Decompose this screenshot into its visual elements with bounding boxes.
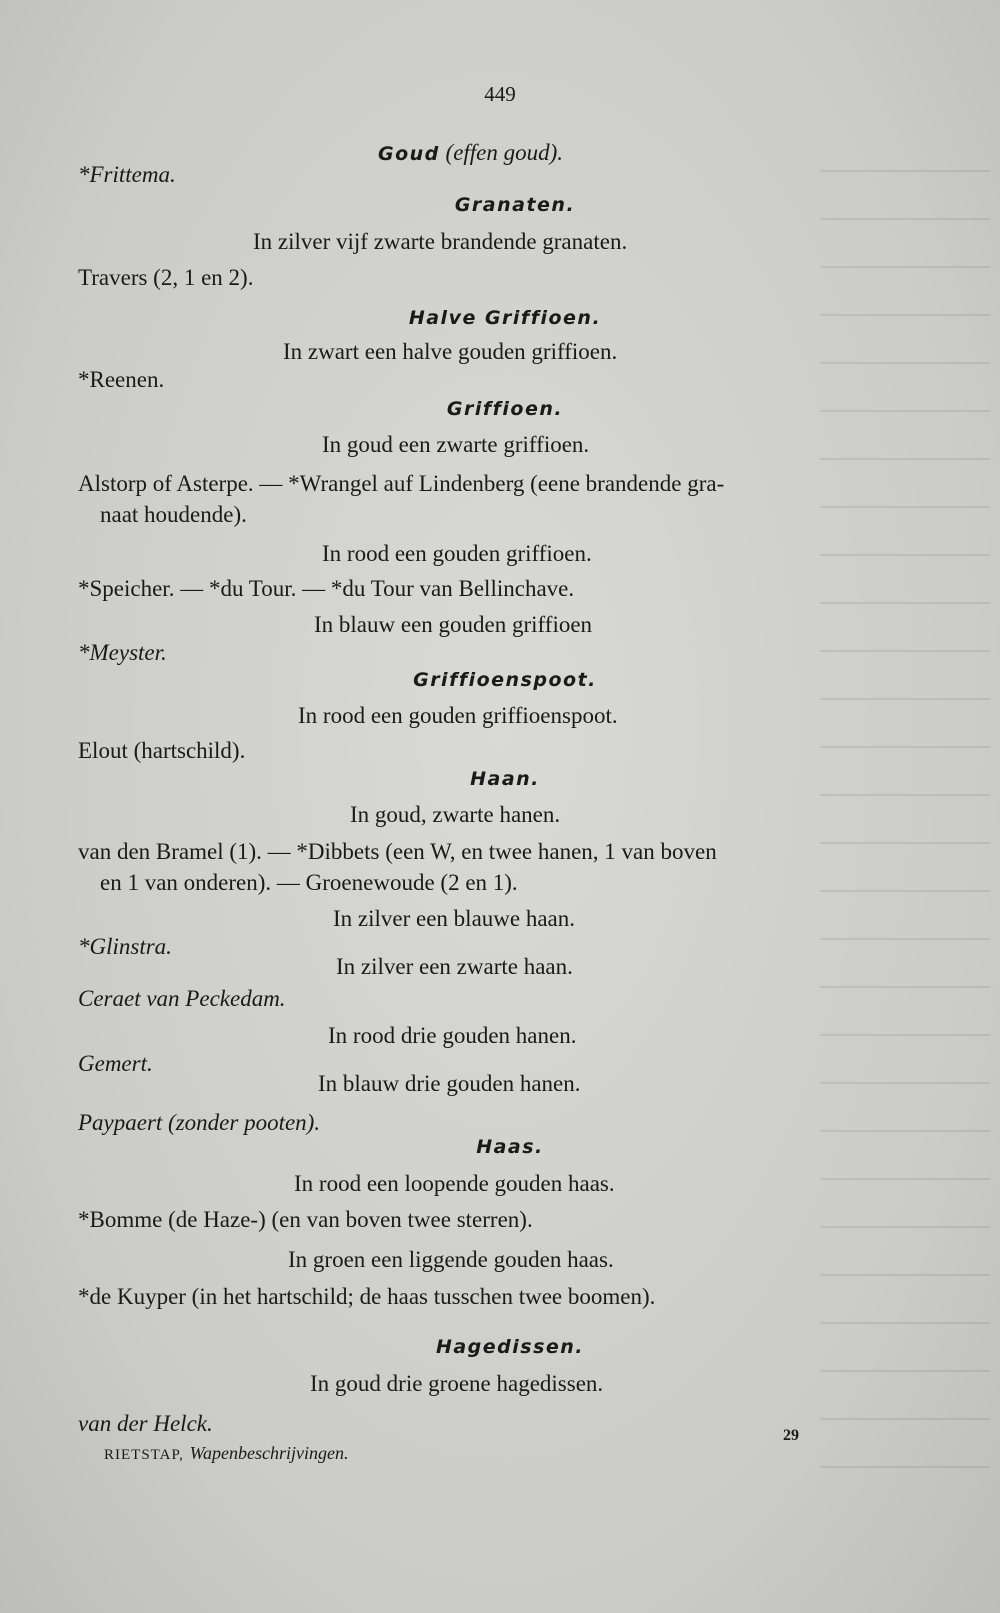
family-elout: Elout (hartschild). <box>78 738 246 763</box>
heading-granaten: Granaten. <box>454 194 576 216</box>
blazon-hagedissen: In goud drie groene hagedissen. <box>310 1371 604 1396</box>
blazon-haas-groen: In groen een liggende gouden haas. <box>288 1247 614 1272</box>
family-speicher: *Speicher. — *du Tour. — *du Tour van Bellinchave. <box>78 576 575 601</box>
family-travers: Travers (2, 1 en 2). <box>78 265 254 290</box>
footer-imprint <box>104 1440 348 1463</box>
family-alstorp-line2: naat houdende). <box>100 502 247 527</box>
heading-goud-label: Goud <box>378 143 440 165</box>
heading-haas: Haas. <box>476 1136 544 1158</box>
blazon-haan-zilver-zwart: In zilver een zwarte haan. <box>336 954 573 979</box>
heading-goud <box>378 141 563 164</box>
family-bramel-line2: en 1 van onderen). — Groenewoude (2 en 1). <box>100 870 518 895</box>
footer-author: RIETSTAP, <box>104 1447 184 1463</box>
family-meyster: *Meyster. <box>78 640 167 665</box>
family-frittema <box>78 163 176 186</box>
family-kuyper: *de Kuyper (in het hartschild; de haas tusschen twee boomen). <box>78 1284 656 1309</box>
family-glinstra: *Glinstra. <box>78 934 172 959</box>
blazon-griffioen-rood: In rood een gouden griffioen. <box>322 541 592 566</box>
signature-mark: 29 <box>783 1427 799 1444</box>
blazon-haas-rood: In rood een loopende gouden haas. <box>294 1171 615 1196</box>
blazon-haan-rood: In rood drie gouden hanen. <box>328 1023 577 1048</box>
family-paypaert <box>78 1111 320 1134</box>
family-paypaert-text: Paypaert (zonder pooten). <box>78 1110 321 1135</box>
blazon-granaten: In zilver vijf zwarte brandende granaten. <box>253 229 628 254</box>
show-through-bleed <box>820 170 990 1470</box>
heading-halve-griffioen: Halve Griffioen. <box>408 307 602 329</box>
blazon-halve-griffioen: In zwart een halve gouden griffioen. <box>283 339 618 364</box>
blazon-goud-effen: (effen goud). <box>445 140 564 165</box>
heading-griffioen: Griffioen. <box>446 398 564 420</box>
family-helck: van der Helck. <box>78 1411 213 1436</box>
family-frittema-text: *Frittema. <box>78 162 176 187</box>
family-alstorp-line1: Alstorp of Asterpe. — *Wrangel auf Lindenberg (eene brandende gra- <box>78 471 725 496</box>
heading-haan: Haan. <box>470 768 540 790</box>
family-gemert: Gemert. <box>78 1051 153 1076</box>
blazon-haan-goud: In goud, zwarte hanen. <box>350 802 561 827</box>
heading-griffioenspoot: Griffioenspoot. <box>413 669 597 691</box>
blazon-griffioen-blauw: In blauw een gouden griffioen <box>314 612 593 637</box>
blazon-haan-blauw: In blauw drie gouden hanen. <box>318 1071 581 1096</box>
family-bramel-line1: van den Bramel (1). — *Dibbets (een W, en twee hanen, 1 van boven <box>78 839 717 864</box>
page-number: 449 <box>484 82 516 106</box>
blazon-haan-zilver-blauw: In zilver een blauwe haan. <box>333 906 576 931</box>
heading-hagedissen: Hagedissen. <box>435 1336 585 1358</box>
footer-title: Wapenbeschrijvingen. <box>189 1443 349 1463</box>
family-reenen: *Reenen. <box>78 367 165 392</box>
family-bomme: *Bomme (de Haze-) (en van boven twee sterren). <box>78 1207 533 1232</box>
blazon-griffioen-goud: In goud een zwarte griffioen. <box>322 432 590 457</box>
blazon-griffioenspoot: In rood een gouden griffioenspoot. <box>298 703 618 728</box>
family-ceraet: Ceraet van Peckedam. <box>78 986 286 1011</box>
